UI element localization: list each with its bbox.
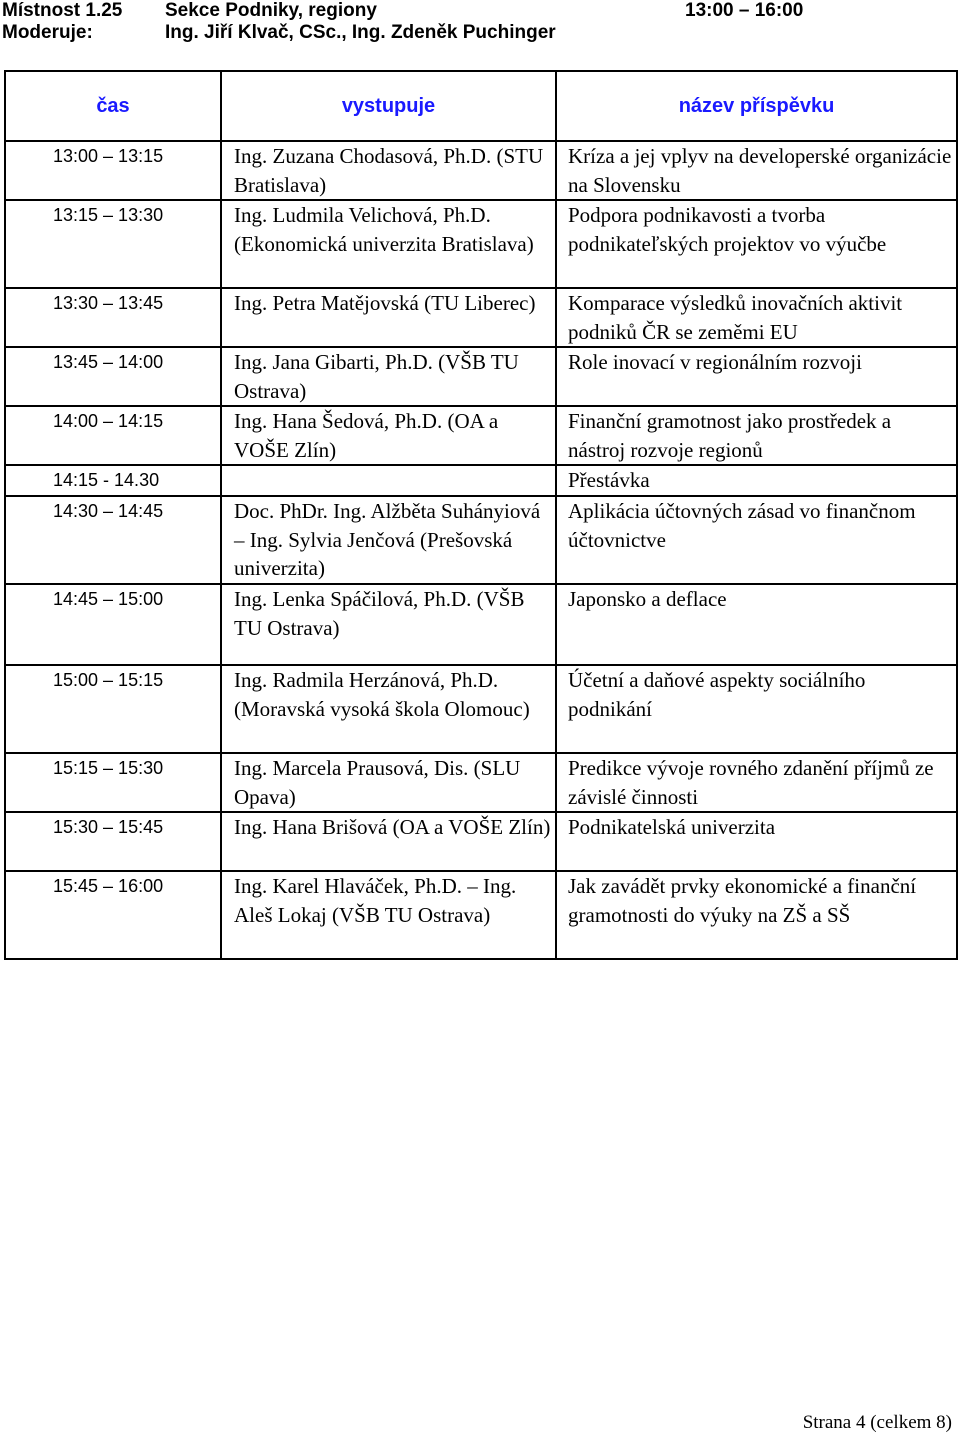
column-header-title: název příspěvku	[556, 71, 957, 141]
row-time: 15:30 – 15:45	[5, 812, 221, 871]
row-speaker: Ing. Petra Matějovská (TU Liberec)	[221, 288, 556, 347]
row-time: 14:30 – 14:45	[5, 496, 221, 584]
row-title: Účetní a daňové aspekty sociálního podnikání	[556, 665, 957, 753]
section-title: Sekce Podniky, regiony	[165, 0, 377, 21]
table-row	[5, 141, 957, 200]
room-label: Místnost 1.25	[2, 0, 123, 21]
row-title: Japonsko a deflace	[556, 584, 957, 665]
row-title: Finanční gramotnost jako prostředek a nástroj rozvoje regionů	[556, 406, 957, 465]
session-time: 13:00 – 16:00	[685, 0, 804, 21]
row-speaker: Ing. Radmila Herzánová, Ph.D. (Moravská vysoká škola Olomouc)	[221, 665, 556, 753]
table-row	[5, 200, 957, 288]
table-row	[5, 496, 957, 584]
row-time: 13:45 – 14:00	[5, 347, 221, 406]
row-time: 13:00 – 13:15	[5, 141, 221, 200]
table-row	[5, 584, 957, 665]
table-row	[5, 347, 957, 406]
table-row	[5, 288, 957, 347]
row-speaker: Doc. PhDr. Ing. Alžběta Suhányiová – Ing. Sylvia Jenčová (Prešovská univerzita)	[221, 496, 556, 584]
program-table	[4, 70, 958, 960]
row-speaker: Ing. Hana Šedová, Ph.D. (OA a VOŠE Zlín)	[221, 406, 556, 465]
row-title: Podpora podnikavosti a tvorba podnikateľských projektov vo výučbe	[556, 200, 957, 288]
row-time: 13:30 – 13:45	[5, 288, 221, 347]
row-title: Aplikácia účtovných zásad vo finančnom účtovnictve	[556, 496, 957, 584]
row-time: 15:15 – 15:30	[5, 753, 221, 812]
table-row	[5, 753, 957, 812]
row-title: Podnikatelská univerzita	[556, 812, 957, 871]
row-speaker	[221, 465, 556, 496]
row-title: Přestávka	[556, 465, 957, 496]
table-row	[5, 406, 957, 465]
row-speaker: Ing. Lenka Spáčilová, Ph.D. (VŠB TU Ostrava)	[221, 584, 556, 665]
row-title: Role inovací v regionálním rozvoji	[556, 347, 957, 406]
row-title: Komparace výsledků inovačních aktivit podniků ČR se zeměmi EU	[556, 288, 957, 347]
moderator-label: Moderuje:	[2, 22, 93, 43]
moderators: Ing. Jiří Klvač, CSc., Ing. Zdeněk Puchinger	[165, 22, 556, 43]
page-number: Strana 4 (celkem 8)	[802, 1412, 952, 1433]
table-header-row	[5, 71, 957, 141]
row-time: 14:45 – 15:00	[5, 584, 221, 665]
row-time: 14:00 – 14:15	[5, 406, 221, 465]
table-row	[5, 812, 957, 871]
row-time: 13:15 – 13:30	[5, 200, 221, 288]
table-row-break	[5, 465, 957, 496]
column-header-time: čas	[5, 71, 221, 141]
row-title: Predikce vývoje rovného zdanění příjmů ze závislé činnosti	[556, 753, 957, 812]
row-speaker: Ing. Zuzana Chodasová, Ph.D. (STU Bratislava)	[221, 141, 556, 200]
column-header-speaker: vystupuje	[221, 71, 556, 141]
row-time: 15:00 – 15:15	[5, 665, 221, 753]
table-row	[5, 871, 957, 959]
row-speaker: Ing. Ludmila Velichová, Ph.D. (Ekonomická univerzita Bratislava)	[221, 200, 556, 288]
row-speaker: Ing. Hana Brišová (OA a VOŠE Zlín)	[221, 812, 556, 871]
row-time: 15:45 – 16:00	[5, 871, 221, 959]
row-time: 14:15 - 14.30	[5, 465, 221, 496]
row-speaker: Ing. Marcela Prausová, Dis. (SLU Opava)	[221, 753, 556, 812]
row-title: Jak zavádět prvky ekonomické a finanční gramotnosti do výuky na ZŠ a SŠ	[556, 871, 957, 959]
row-title: Kríza a jej vplyv na developerské organizácie na Slovensku	[556, 141, 957, 200]
row-speaker: Ing. Jana Gibarti, Ph.D. (VŠB TU Ostrava)	[221, 347, 556, 406]
row-speaker: Ing. Karel Hlaváček, Ph.D. – Ing. Aleš Lokaj (VŠB TU Ostrava)	[221, 871, 556, 959]
table-row	[5, 665, 957, 753]
